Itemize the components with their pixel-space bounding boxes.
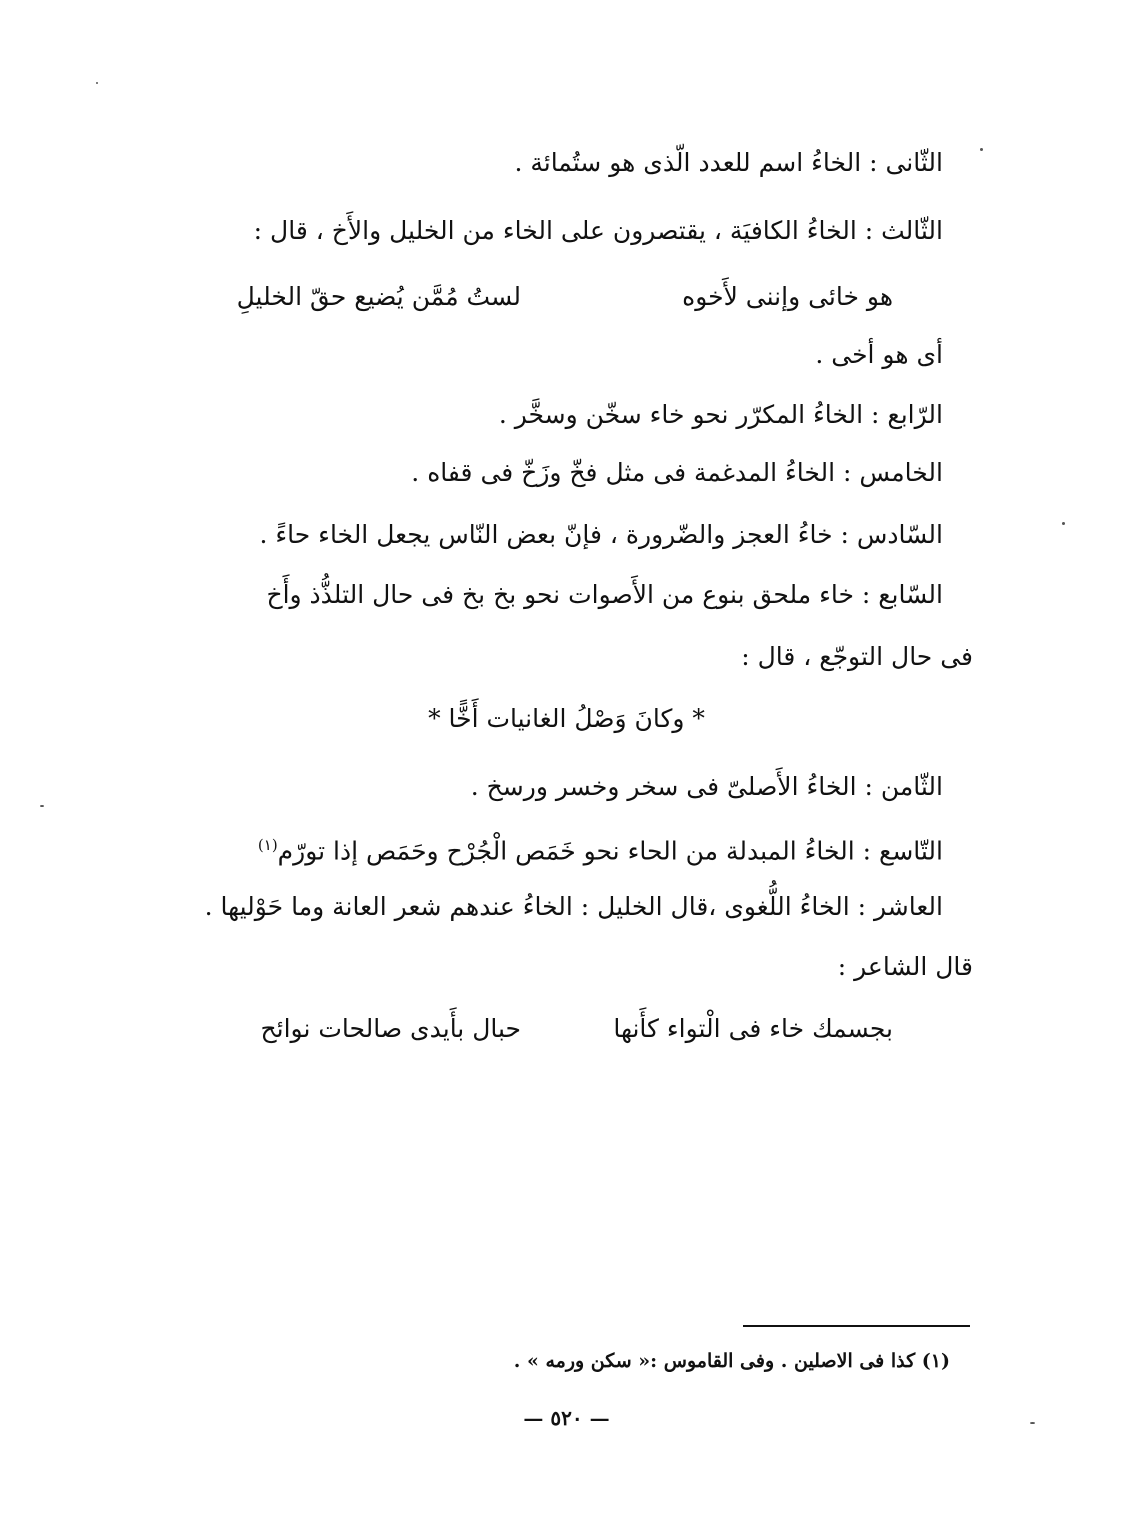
text-line-8: السّابع : خاء ملحق بنوع من الأَصوات نحو بخ بخ فى حال التلذُّذ وأَخ <box>266 580 943 609</box>
text-line-4: أى هو أخى . <box>815 340 943 369</box>
text-line-12 <box>258 828 943 868</box>
text-line-13: العاشر : الخاءُ اللُّغوى ،قال الخليل : الخاءُ عندهم شعر العانة وما حَوْليها . <box>204 892 943 921</box>
scan-speck <box>1030 1422 1035 1424</box>
footnote-marker: (١) <box>257 836 278 854</box>
verse-1-second-hemistich: لستُ مُمَّن يُضيع حقّ الخليلِ <box>236 282 521 311</box>
text-line-14: قال الشاعر : <box>837 952 973 981</box>
text-line-9: فى حال التوجّع ، قال : <box>741 642 973 671</box>
verse-2-first-hemistich: بجسمك خاء فى الْتواء كأَنها <box>613 1014 893 1043</box>
text-line-2: الثّالث : الخاءُ الكافيَة ، يقتصرون على الخاء من الخليل والأَخ ، قال : <box>253 216 943 245</box>
footnote-text: (١) كذا فى الاصلين . وفى القاموس :« سكن ورمه » . <box>513 1350 950 1372</box>
verse-quote: * وكانَ وَصْلُ الغانيات أَخًّا * <box>428 704 705 733</box>
text-line-1: الثّانى : الخاءُ اسم للعدد الّذى هو ستُمائة . <box>514 148 943 177</box>
scan-speck <box>96 82 98 84</box>
text-line-5: الرّابع : الخاءُ المكرّر نحو خاء سخّن وسخَّر . <box>498 400 943 429</box>
scan-speck <box>1062 522 1065 525</box>
scan-speck <box>40 805 44 807</box>
text-line-12-body: التّاسع : الخاءُ المبدلة من الحاء نحو خَمَص الْجُرْح وحَمَص إذا تورّم <box>277 836 943 866</box>
scan-speck <box>980 148 983 151</box>
verse-1-first-hemistich: هو خائى وإننى لأَخوه <box>682 282 893 311</box>
footnote-divider <box>743 1325 970 1327</box>
text-line-6: الخامس : الخاءُ المدغمة فى مثل فخّ وزَخّ فى قفاه . <box>411 458 943 487</box>
text-line-11: الثّامن : الخاءُ الأَصلىّ فى سخر وخسر ورسخ . <box>470 772 943 801</box>
page-number: — ٥٢٠ — <box>523 1406 610 1430</box>
verse-2-second-hemistich: حبال بأَيدى صالحات نوائح <box>260 1014 521 1043</box>
text-line-7: السّادس : خاءُ العجز والضّرورة ، فإنّ بعض النّاس يجعل الخاء حاءً . <box>259 520 943 549</box>
